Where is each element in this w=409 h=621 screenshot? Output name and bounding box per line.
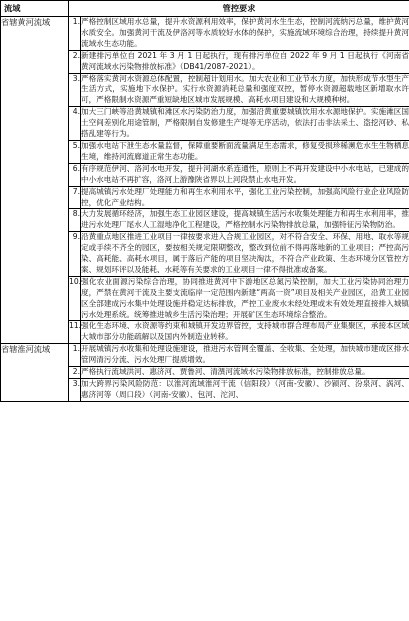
item-text: 沿黄重点地区推进工业项目一律按要求进入合规工业园区，对不符合安全、环保、用地、取水等规定或手续不齐全的园区，要按相关规定限期整改，整改到位前不得再落地新的工业项目；严控高污染、高耗能、高耗水项目，属于落后产能的项目坚决淘汰，不符合产业政策、生态环境分区管控方案、规划环评以及能耗、水耗等有关要求的工业项目一律不得批准或备案。 (81, 232, 409, 277)
item-text: 开展城镇污水收集和处理设施建设，推进污水管网全覆盖、全收集、全处理，加快城市建成区排水管网清污分流、污水处理厂提质增效。 (81, 344, 409, 367)
basin-cell: 省辖黄河流域 (1, 17, 69, 344)
item-text: 新建排污单位自 2021 年 3 月 1 日起执行，现有排污单位自 2022 年 9 月 1 日起执行《河南省黄河流域水污染物排放标准》（DB41/2087-2021）。 (81, 50, 409, 73)
item-number: 3. (69, 73, 81, 107)
item-text: 提高城镇污水处理厂处理能力和再生水利用水平，强化工业污染控制，加强高风险行业企业风险防控，优化产业结构。 (81, 186, 409, 209)
header-basin: 流域 (1, 1, 69, 17)
item-number: 7. (69, 186, 81, 209)
item-text: 强化生态环境、水资源等约束和城镇开发边界管控，支持城市群合理布局产业集聚区，承接本区域大城市部分功能疏解以及国内外制造业转移。 (81, 321, 409, 344)
item-text: 强化农业面源污染综合治理，协同推进黄河中下游地区总氮污染控制，加大工业污染协同治理力度，严禁在黄河干流及主要支流临岸一定范围内新建“两高一资”项目及相关产业园区，沿黄工业园区全部建成污水集中处理设施并稳定达标排放，严控工业废水未经处理或未有效处理直接排入城镇污水处理系统。统筹推进城乡生活污染治理；开展矿区生态环境综合整治。 (81, 276, 409, 321)
item-number: 11. (69, 321, 81, 344)
item-text: 严格控制区域用水总量，提升水资源利用效率，保护黄河水生生态，控制河流纳污总量，维护黄河水质安全。加强黄河干流及伊洛河等水质较好水体的保护，实施流域环境综合治理，持续提升黄河流域水生态功能。 (81, 17, 409, 51)
item-text: 加大三门峡等沿黄城镇和滩区水污染防治力度，加强沿黄重要城镇饮用水水源地保护。实施滩区国土空间差别化用途管制，严格限制自发修建生产堤等无序活动，依法打击非法采土、盗挖河砂、私搭乱建等行为。 (81, 107, 409, 141)
table-row (1, 344, 409, 367)
item-text: 加大跨界污染风险防范：以淮河流域淮河干流（信阳段）（河南-安徽）、沙颍河、汾泉河、涡河、惠济河等（周口段）（河南-安徽）、包河、沱河、 (81, 379, 409, 402)
header-requirement: 管控要求 (69, 1, 409, 17)
item-text: 加强水电站下泄生态水量监督，保障重要断面流量满足生态需求，修复受损珍稀濒危水生生物栖息生境，维持河流廊道正常生态功能。 (81, 140, 409, 163)
item-text: 严格落实黄河水资源总体配置，控制超计划用水。加大农业和工业节水力度，加快形成节水型生产生活方式，实施地下水保护。实行水资源消耗总量和强度双控，暂停水资源超载地区新增取水许可，严格限制水资源严重短缺地区城市发展规模、高耗水项目建设和大规模种树。 (81, 73, 409, 107)
header-row (1, 1, 409, 17)
item-number: 4. (69, 107, 81, 141)
table-row (1, 17, 409, 51)
item-number: 1. (69, 17, 81, 51)
item-number: 8. (69, 209, 81, 232)
item-number: 1. (69, 344, 81, 367)
item-number: 6. (69, 163, 81, 186)
item-number: 3. (69, 379, 81, 402)
item-text: 严格执行流域洪河、惠济河、贾鲁河、清潩河流域水污染物排放标准，控制排放总量。 (81, 367, 409, 379)
item-text: 有序规范伊河、洛河水电开发，提升河湖水系连通性，原则上不再开发建设中小水电站，已建成的中小水电站不再扩容，洛河上游豫陕省界以上河段禁止水电开发。 (81, 163, 409, 186)
item-number: 9. (69, 232, 81, 277)
item-number: 10. (69, 276, 81, 321)
basin-cell: 省辖淮河流域 (1, 344, 69, 402)
item-number: 2. (69, 50, 81, 73)
item-number: 2. (69, 367, 81, 379)
item-number: 5. (69, 140, 81, 163)
item-text: 大力发展循环经济，加强生态工业园区建设，提高城镇生活污水收集处理能力和再生水利用率，推进污水处理厂尾水人工湿地净化工程建设，严格控制水污染物排放总量，加强特征污染物防治。 (81, 209, 409, 232)
table-body (1, 17, 409, 402)
